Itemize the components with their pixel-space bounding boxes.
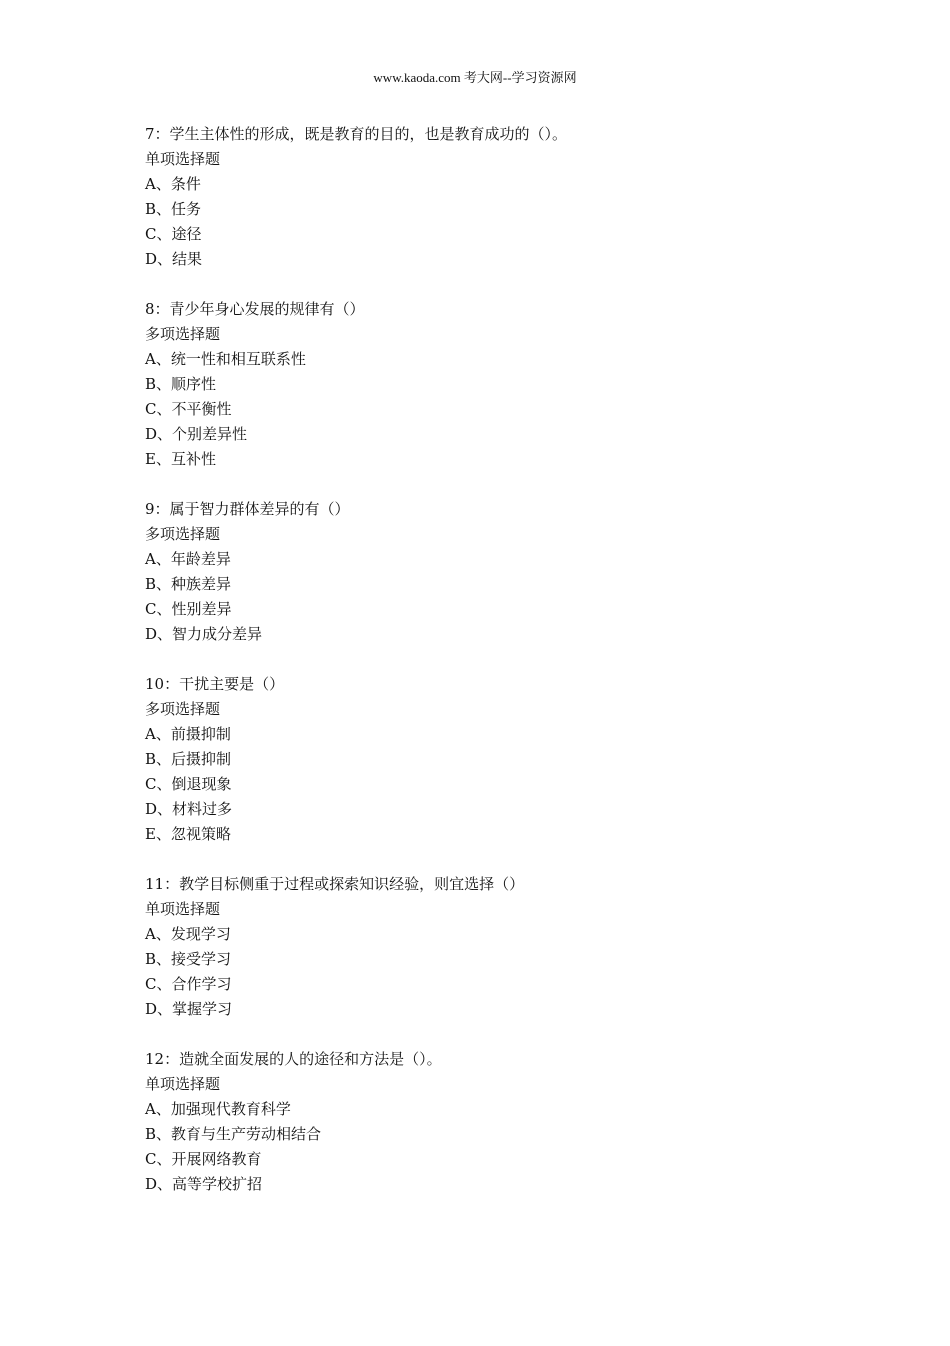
question-title: 12：造就全面发展的人的途径和方法是（）。 [145,1050,442,1068]
question-11 [145,872,845,1022]
option-c: C、途径 [145,225,202,243]
option-c: C、开展网络教育 [145,1150,262,1168]
option-d: D、智力成分差异 [145,625,263,643]
question-title: 10：干扰主要是（） [145,675,285,693]
option-b: B、种族差异 [145,575,232,593]
question-type: 多项选择题 [145,700,221,718]
question-list [145,122,845,1222]
question-type: 单项选择题 [145,900,221,918]
question-title: 9：属于智力群体差异的有（） [145,500,350,518]
option-d: D、掌握学习 [145,1000,233,1018]
option-b: B、后摄抑制 [145,750,232,768]
option-c: C、倒退现象 [145,775,232,793]
option-a: A、发现学习 [145,925,231,943]
option-d: D、材料过多 [145,800,233,818]
question-10 [145,672,845,847]
option-b: B、接受学习 [145,950,232,968]
option-d: D、个别差异性 [145,425,248,443]
question-type: 多项选择题 [145,325,221,343]
question-8 [145,297,845,472]
question-type: 单项选择题 [145,150,221,168]
question-12 [145,1047,845,1197]
option-c: C、性别差异 [145,600,232,618]
page-header: www.kaoda.com 考大网--学习资源网 [373,70,577,85]
option-d: D、结果 [145,250,203,268]
option-a: A、前摄抑制 [145,725,231,743]
question-title: 7：学生主体性的形成，既是教育的目的，也是教育成功的（）。 [145,125,568,143]
option-b: B、教育与生产劳动相结合 [145,1125,322,1143]
option-a: A、条件 [145,175,201,193]
option-e: E、互补性 [145,450,216,468]
option-c: C、合作学习 [145,975,232,993]
option-c: C、不平衡性 [145,400,232,418]
question-7 [145,122,845,272]
option-b: B、任务 [145,200,202,218]
question-9 [145,497,845,647]
option-a: A、加强现代教育科学 [145,1100,291,1118]
option-a: A、统一性和相互联系性 [145,350,306,368]
option-a: A、年龄差异 [145,550,231,568]
question-title: 8：青少年身心发展的规律有（） [145,300,365,318]
option-d: D、高等学校扩招 [145,1175,263,1193]
question-type: 多项选择题 [145,525,221,543]
question-type: 单项选择题 [145,1075,221,1093]
question-title: 11：教学目标侧重于过程或探索知识经验，则宜选择（） [145,875,525,893]
option-e: E、忽视策略 [145,825,231,843]
option-b: B、顺序性 [145,375,217,393]
